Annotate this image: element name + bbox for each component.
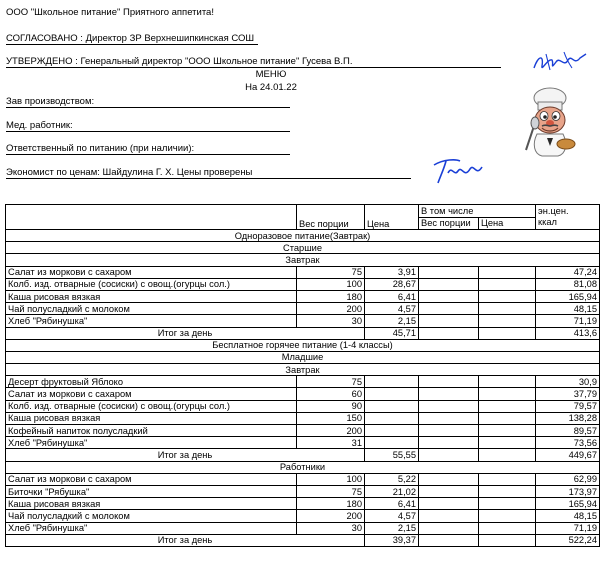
dish-price	[365, 376, 419, 388]
dish-price2	[479, 485, 536, 497]
table-row	[6, 425, 600, 437]
dish-price: 3,91	[365, 266, 419, 278]
dish-name: Хлеб "Рябинушка"	[6, 315, 297, 327]
total-price: 45,71	[365, 327, 419, 339]
dish-weight: 200	[297, 510, 365, 522]
total-kcal: 522,24	[536, 534, 600, 546]
total-blank	[419, 449, 479, 461]
table-row	[6, 266, 600, 278]
dish-name: Салат из моркови с сахаром	[6, 266, 297, 278]
dish-kcal: 71,19	[536, 315, 600, 327]
total-kcal: 449,67	[536, 449, 600, 461]
dish-weight2	[419, 425, 479, 437]
responsible-label: Ответственный по питанию (при наличии):	[6, 143, 195, 154]
dish-kcal: 165,94	[536, 290, 600, 302]
dish-name: Хлеб "Рябинушка"	[6, 522, 297, 534]
dish-weight2	[419, 388, 479, 400]
dish-kcal: 47,24	[536, 266, 600, 278]
total-label: Итог за день	[6, 327, 365, 339]
dish-name: Десерт фруктовый Яблоко	[6, 376, 297, 388]
table-row	[6, 522, 600, 534]
total-row	[6, 449, 600, 461]
dish-kcal: 138,28	[536, 412, 600, 424]
dish-price	[365, 412, 419, 424]
dish-price2	[479, 388, 536, 400]
section-group: Работники	[6, 461, 600, 473]
dish-weight: 100	[297, 473, 365, 485]
total-blank	[419, 327, 479, 339]
dish-kcal: 79,57	[536, 400, 600, 412]
col-energy-line1: эн.цен.	[538, 206, 569, 216]
section-group: Старшие	[6, 242, 600, 254]
dish-price	[365, 388, 419, 400]
table-row	[6, 290, 600, 302]
dish-weight2	[419, 485, 479, 497]
total-row	[6, 534, 600, 546]
dish-price: 2,15	[365, 522, 419, 534]
col-price-header: Цена	[365, 205, 419, 230]
total-blank	[479, 449, 536, 461]
dish-weight: 75	[297, 266, 365, 278]
org-title: ООО "Школьное питание" Приятного аппетита!	[6, 7, 214, 18]
dish-name: Кофейный напиток полусладкий	[6, 425, 297, 437]
dish-weight2	[419, 498, 479, 510]
dish-kcal: 37,79	[536, 388, 600, 400]
dish-name: Чай полусладкий с молоком	[6, 510, 297, 522]
economist-signature	[430, 155, 490, 187]
section-group: Младшие	[6, 351, 600, 363]
dish-name: Каша рисовая вязкая	[6, 498, 297, 510]
dish-price	[365, 425, 419, 437]
header-row-1	[6, 205, 600, 218]
dish-weight2	[419, 376, 479, 388]
table-row	[6, 510, 600, 522]
dish-kcal: 48,15	[536, 303, 600, 315]
menu-table	[5, 204, 600, 547]
total-label: Итог за день	[6, 534, 365, 546]
agreed-underline	[6, 44, 258, 45]
table-row	[6, 412, 600, 424]
dish-name: Колб. изд. отварные (сосиски) с овощ.(огурцы сол.)	[6, 278, 297, 290]
agreed-line: СОГЛАСОВАНО : Директор ЗР Верхнешипкинская СОШ	[6, 33, 255, 44]
section-meal: Завтрак	[6, 254, 600, 266]
section-meal: Завтрак	[6, 364, 600, 376]
dish-kcal: 165,94	[536, 498, 600, 510]
dish-weight: 180	[297, 290, 365, 302]
dish-weight2	[419, 315, 479, 327]
table-row	[6, 498, 600, 510]
head-production-label: Зав производством:	[6, 96, 95, 107]
table-row	[6, 315, 600, 327]
table-row	[6, 388, 600, 400]
dish-weight: 31	[297, 437, 365, 449]
col-weight-header: Вес порции	[297, 205, 365, 230]
total-row	[6, 327, 600, 339]
section-group-row	[6, 461, 600, 473]
chef-mascot-icon	[520, 86, 578, 158]
dish-price2	[479, 266, 536, 278]
menu-title: МЕНЮ	[255, 69, 287, 80]
table-row	[6, 376, 600, 388]
dish-price	[365, 437, 419, 449]
dish-price2	[479, 510, 536, 522]
dish-weight: 75	[297, 485, 365, 497]
total-label: Итог за день	[6, 449, 365, 461]
dish-price2	[479, 315, 536, 327]
table-row	[6, 400, 600, 412]
dish-weight2	[419, 303, 479, 315]
col-including-header: В том числе	[419, 205, 536, 218]
dish-weight: 200	[297, 303, 365, 315]
dish-weight2	[419, 412, 479, 424]
dish-weight2	[419, 278, 479, 290]
med-worker-underline	[6, 131, 290, 132]
total-blank	[479, 327, 536, 339]
dish-kcal: 73,56	[536, 437, 600, 449]
section-title-row	[6, 230, 600, 242]
dish-price: 5,22	[365, 473, 419, 485]
col-energy-line2: ккал	[538, 217, 557, 227]
dish-name: Каша рисовая вязкая	[6, 412, 297, 424]
dish-name: Каша рисовая вязкая	[6, 290, 297, 302]
dish-weight: 75	[297, 376, 365, 388]
dish-name: Салат из моркови с сахаром	[6, 473, 297, 485]
total-kcal: 413,6	[536, 327, 600, 339]
dish-weight: 100	[297, 278, 365, 290]
col-price2-header: Цена	[479, 217, 536, 230]
dish-price2	[479, 278, 536, 290]
dish-weight2	[419, 290, 479, 302]
dish-weight: 30	[297, 522, 365, 534]
dish-weight2	[419, 266, 479, 278]
dish-price2	[479, 473, 536, 485]
col-weight2-header: Вес порции	[419, 217, 479, 230]
dish-price: 28,67	[365, 278, 419, 290]
section-meal-row	[6, 364, 600, 376]
dish-name: Чай полусладкий с молоком	[6, 303, 297, 315]
dish-price2	[479, 303, 536, 315]
dish-price2	[479, 437, 536, 449]
col-energy-header	[536, 205, 600, 230]
dish-price: 4,57	[365, 303, 419, 315]
dish-weight2	[419, 510, 479, 522]
section-group-row	[6, 242, 600, 254]
dish-price2	[479, 412, 536, 424]
responsible-underline	[6, 154, 290, 155]
dish-kcal: 81,08	[536, 278, 600, 290]
economist-underline	[6, 178, 411, 179]
dish-name: Биточки "Рябушка"	[6, 485, 297, 497]
table-row	[6, 278, 600, 290]
dish-weight: 60	[297, 388, 365, 400]
approved-underline	[6, 67, 501, 68]
header-blank	[6, 205, 297, 230]
table-row	[6, 437, 600, 449]
dish-weight: 180	[297, 498, 365, 510]
dish-kcal: 30,9	[536, 376, 600, 388]
dish-weight: 150	[297, 412, 365, 424]
dish-weight2	[419, 522, 479, 534]
dish-price2	[479, 290, 536, 302]
economist-line: Экономист по ценам: Шайдулина Г. Х. Цены проверены	[6, 167, 253, 178]
table-row	[6, 473, 600, 485]
total-price: 39,37	[365, 534, 419, 546]
table-row	[6, 485, 600, 497]
menu-date: На 24.01.22	[245, 82, 297, 93]
dish-weight: 90	[297, 400, 365, 412]
dish-price2	[479, 400, 536, 412]
dish-kcal: 173,97	[536, 485, 600, 497]
table-row	[6, 303, 600, 315]
head-production-underline	[6, 107, 290, 108]
dish-price: 21,02	[365, 485, 419, 497]
med-worker-label: Мед. работник:	[6, 120, 73, 131]
section-title: Одноразовое питание(Завтрак)	[6, 230, 600, 242]
dish-weight2	[419, 400, 479, 412]
dish-price2	[479, 522, 536, 534]
dish-price: 6,41	[365, 290, 419, 302]
section-meal-row	[6, 254, 600, 266]
dish-price: 2,15	[365, 315, 419, 327]
approved-line: УТВЕРЖДЕНО : Генеральный директор "ООО Школьное питание" Гусева В.П.	[6, 56, 353, 67]
dish-weight2	[419, 473, 479, 485]
dish-kcal: 71,19	[536, 522, 600, 534]
total-price: 55,55	[365, 449, 419, 461]
dish-name: Хлеб "Рябинушка"	[6, 437, 297, 449]
section-title-row	[6, 339, 600, 351]
dish-price2	[479, 425, 536, 437]
director-signature	[528, 48, 590, 76]
dish-name: Колб. изд. отварные (сосиски) с овощ.(огурцы сол.)	[6, 400, 297, 412]
dish-weight: 30	[297, 315, 365, 327]
dish-kcal: 48,15	[536, 510, 600, 522]
dish-price: 6,41	[365, 498, 419, 510]
total-blank	[479, 534, 536, 546]
dish-name: Салат из моркови с сахаром	[6, 388, 297, 400]
dish-kcal: 62,99	[536, 473, 600, 485]
section-title: Бесплатное горячее питание (1-4 классы)	[6, 339, 600, 351]
dish-weight: 200	[297, 425, 365, 437]
total-blank	[419, 534, 479, 546]
dish-price	[365, 400, 419, 412]
dish-price2	[479, 376, 536, 388]
dish-weight2	[419, 437, 479, 449]
dish-price2	[479, 498, 536, 510]
dish-kcal: 89,57	[536, 425, 600, 437]
section-group-row	[6, 351, 600, 363]
dish-price: 4,57	[365, 510, 419, 522]
